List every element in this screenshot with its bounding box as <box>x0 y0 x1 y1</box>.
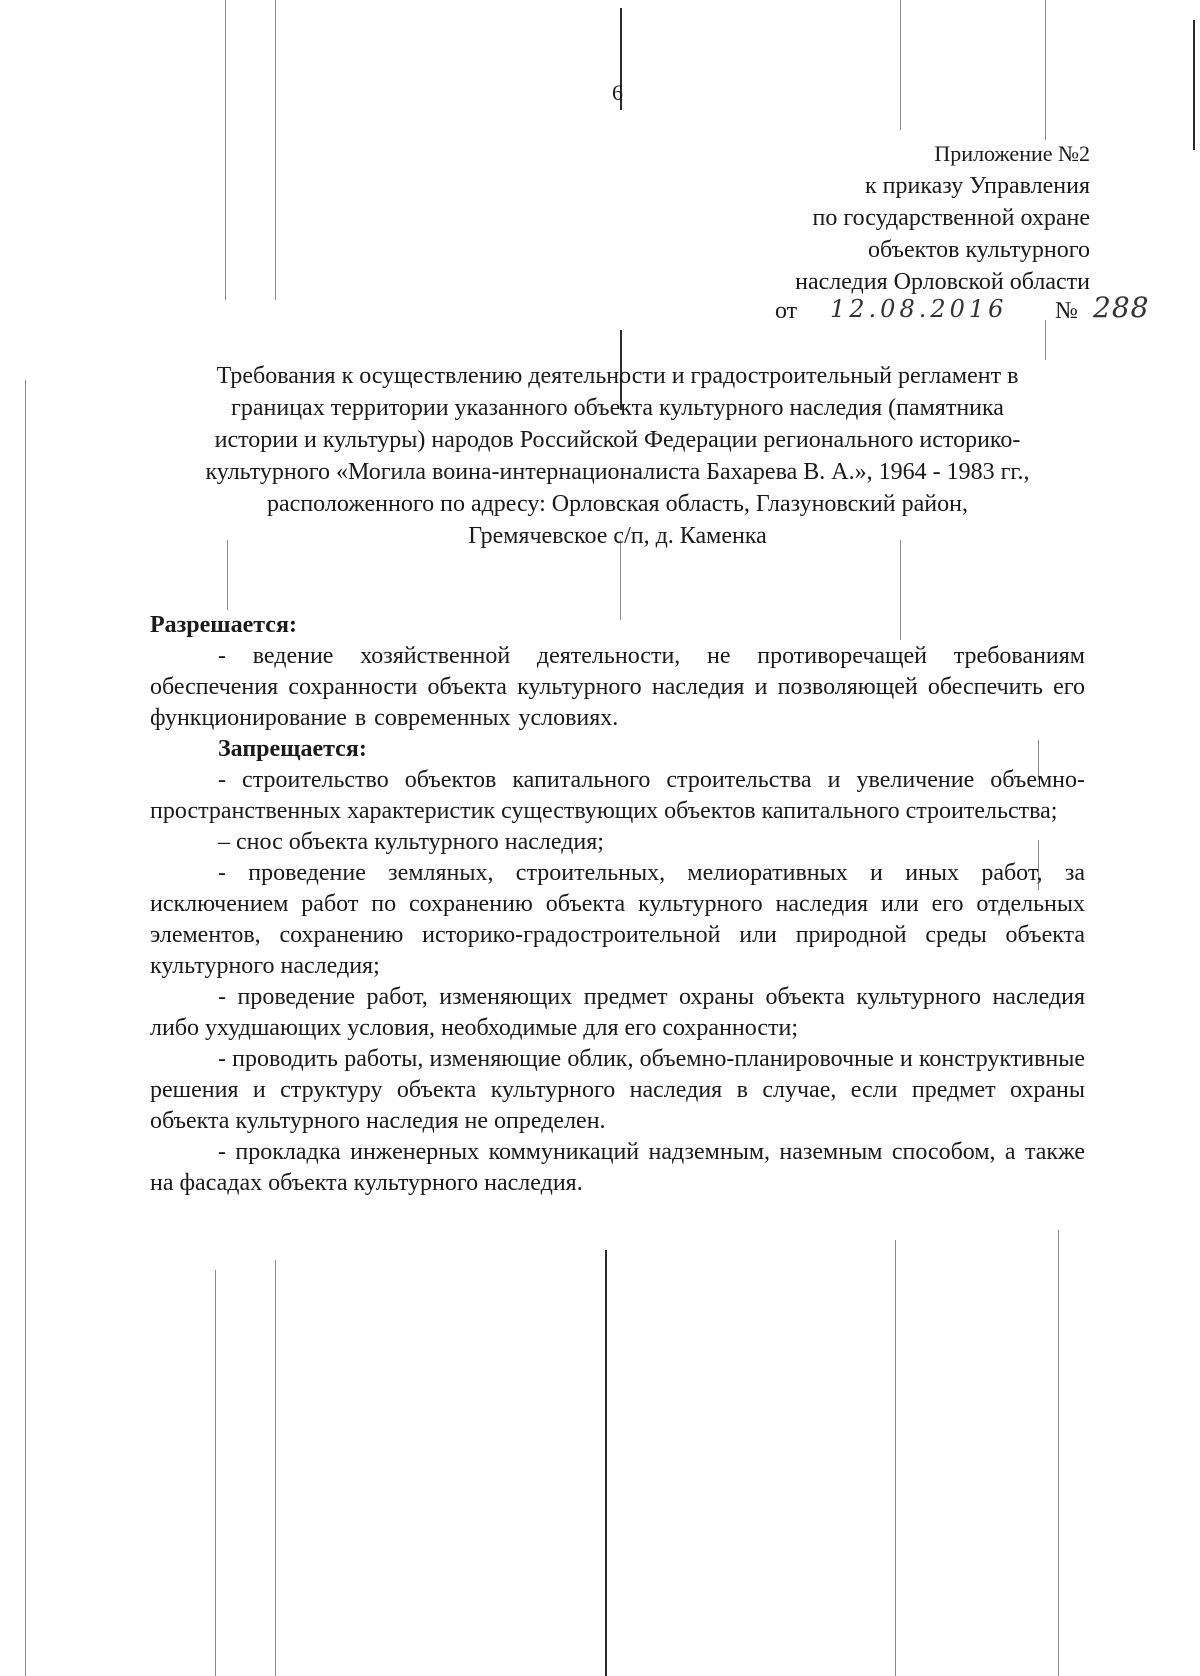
annex-header <box>795 138 1090 298</box>
from-label: от <box>775 298 798 324</box>
scan-artifact-line <box>1058 1230 1059 1676</box>
forbidden-item: - проводить работы, изменяющие облик, объемно-планировочные и конструктивные решения и структуру объекта культурного наследия в случае, если предмет охраны объекта культурного наследия не определен. <box>150 1046 1085 1134</box>
scan-artifact-line <box>275 1260 276 1676</box>
forbidden-item: - проведение земляных, строительных, мелиоративных и иных работ, за исключением работ по сохранению объекта культурного наследия или его отдельных элементов, сохранению историко-градостроительной или природной среды объекта культурного наследия; <box>150 860 1085 979</box>
title-line: расположенного по адресу: Орловская область, Глазуновский район, <box>267 491 968 517</box>
scan-artifact-line <box>275 0 276 300</box>
handwritten-number: 288 <box>1093 291 1150 324</box>
scan-artifact-line <box>900 0 901 130</box>
forbidden-item: – снос объекта культурного наследия; <box>218 829 604 855</box>
scan-artifact-line <box>1193 20 1195 150</box>
number-label: № <box>1055 298 1078 324</box>
scan-artifact-line <box>895 1240 896 1676</box>
scan-artifact-line <box>225 0 226 300</box>
scan-artifact-line <box>215 1270 216 1676</box>
scan-artifact-line <box>620 540 621 620</box>
document-title <box>150 360 1085 552</box>
document-body <box>150 610 1085 1199</box>
allowed-item: - ведение хозяйственной деятельности, не противоречащей требованиям обеспечения сохранности объекта культурного наследия и позволяющей обеспечить его функционирование в современных условиях. <box>150 643 1085 731</box>
annex-line: Приложение №2 <box>934 141 1090 166</box>
allowed-heading: Разрешается: <box>150 612 297 638</box>
page-number: 6 <box>612 80 623 105</box>
title-line: истории и культуры) народов Российской Федерации регионального историко- <box>214 427 1021 453</box>
forbidden-heading: Запрещается: <box>218 736 367 762</box>
forbidden-item: - прокладка инженерных коммуникаций надземным, наземным способом, а также на фасадах объекта культурного наследия. <box>150 1139 1085 1196</box>
annex-line: наследия Орловской области <box>795 269 1090 295</box>
handwritten-date: 12.08.2016 <box>830 295 1008 323</box>
title-line: Гремячевское с/п, д. Каменка <box>468 523 767 549</box>
order-date-number <box>775 291 1155 331</box>
scan-artifact-line <box>1045 0 1046 140</box>
annex-line: по государственной охране <box>812 205 1090 231</box>
scan-artifact-line <box>25 380 26 1676</box>
annex-line: объектов культурного <box>867 237 1090 263</box>
forbidden-item: - проведение работ, изменяющих предмет охраны объекта культурного наследия либо ухудшающих условия, необходимые для его сохранности; <box>150 984 1085 1041</box>
title-line: границах территории указанного объекта культурного наследия (памятника <box>231 395 1004 421</box>
title-line: культурного «Могила воина-интернационалиста Бахарева В. А.», 1964 - 1983 гг., <box>205 459 1030 485</box>
scan-artifact-line <box>605 1250 607 1676</box>
forbidden-item: - строительство объектов капитального строительства и увеличение объемно-пространственных характеристик существующих объектов капитального строительства; <box>150 767 1085 824</box>
title-line: Требования к осуществлению деятельности и градостроительный регламент в <box>216 363 1019 389</box>
annex-line: к приказу Управления <box>864 173 1090 199</box>
